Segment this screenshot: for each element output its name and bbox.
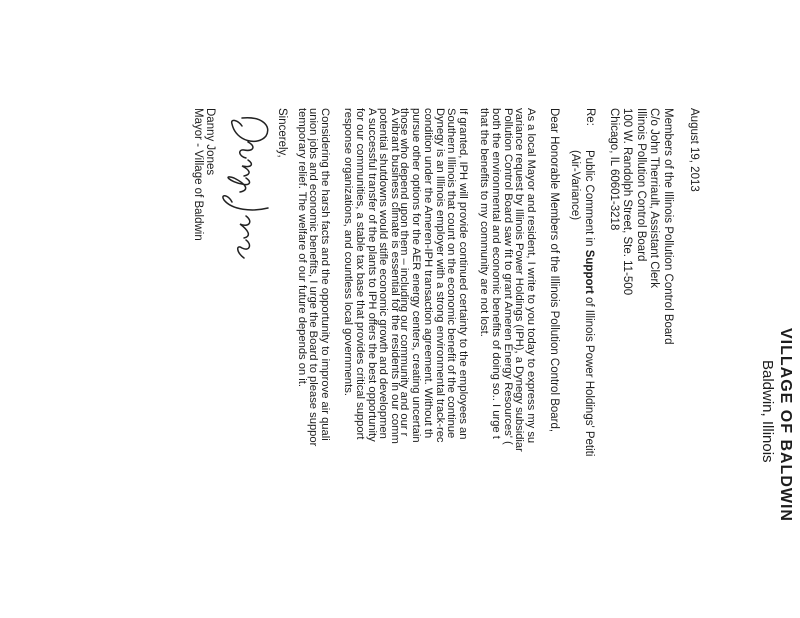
paragraph-line: temporary relief. The welfare of our future depends on it. [295, 108, 308, 388]
letter-date: August 19, 2013 [688, 108, 700, 192]
paragraph-line: condition under the Ameren-IPH transaction agreement. Without th [421, 108, 434, 439]
paragraph-line: union jobs and economic benefits, I urge the Board to please suppor [307, 108, 320, 447]
address-line: Chicago, IL 60601-3218 [608, 108, 620, 231]
paragraph-3 [341, 108, 400, 444]
signer-block [192, 108, 216, 241]
re-line-2: (Air-Variance) [569, 150, 581, 221]
paragraph-line: response organizations, and countless local governments. [342, 108, 355, 396]
re-line-1 [582, 150, 596, 456]
closing: Sincerely, [276, 108, 288, 158]
re-subject [568, 150, 596, 456]
paragraph-line: Considering the harsh facts and the opportunity to improve air quali [319, 108, 331, 441]
paragraph-line: variance request by Illinois Power Holdings (IPH), a Dynegy subsidiar [513, 108, 526, 452]
re-prefix: Public Comment in [583, 150, 595, 250]
address-line: 100 W. Randolph Street, Ste. 11-500 [621, 108, 634, 296]
address-line: Illinois Pollution Control Board [635, 108, 647, 262]
signature-mark [212, 112, 282, 262]
paragraph-line: for our communities, a stable tax base that provides critical support [353, 108, 366, 440]
letterhead-title: VILLAGE OF BALDWIN [777, 328, 794, 522]
paragraph-line: Dynegy is an Illinois employer with a strong environmental track-rec [433, 108, 446, 443]
paragraph-line: If granted, IPH will provide continued certainty to the employees an [457, 108, 469, 440]
signer-title: Mayor - Village of Baldwin [192, 108, 204, 241]
paragraph-line: both the environmental and economic benefits of doing so.. I urge t [489, 108, 502, 439]
paragraph-2 [398, 108, 468, 443]
paragraph-line: pursue other options for the AER energy centers, creating uncertain [410, 108, 423, 443]
paragraph-line: A successful transfer of the plants to IPH offers the best opportunity [365, 108, 378, 442]
paragraph-line: As a local Mayor and resident, I write to you today to express my su [525, 108, 537, 444]
paragraph-line: Pollution Control Board saw fit to grant Ameren Energy Resources' ( [501, 108, 514, 445]
paragraph-line: A vibrant business climate is essential for the residents in our comm [389, 108, 401, 444]
re-bold: Support [583, 249, 595, 294]
paragraph-4 [295, 108, 330, 446]
address-line: C/o John Therriault, Assistant Clerk [648, 108, 661, 289]
re-suffix: of Illinois Power Holdings' Petiti [583, 293, 595, 457]
paragraph-line: those who depend upon them – including our community and our r [398, 108, 411, 437]
signer-name: Danny Jones [204, 108, 216, 176]
re-label: Re: [584, 108, 596, 126]
letterhead-subtitle: Baldwin, Illinois [759, 360, 776, 463]
paragraph-1 [477, 108, 536, 452]
paragraph-line: that the benefits to my community are not lost. [478, 108, 491, 337]
recipient-address [607, 108, 675, 345]
paragraph-line: potential shutdowns would stifle economic growth and developmen [377, 108, 390, 439]
paragraph-line: Southern Illinois that count on the economic benefit of the continue [445, 108, 458, 439]
address-line: Members of the Illinois Pollution Control Board [662, 108, 674, 345]
salutation: Dear Honorable Members of the Illinois Pollution Control Board, [548, 108, 560, 433]
